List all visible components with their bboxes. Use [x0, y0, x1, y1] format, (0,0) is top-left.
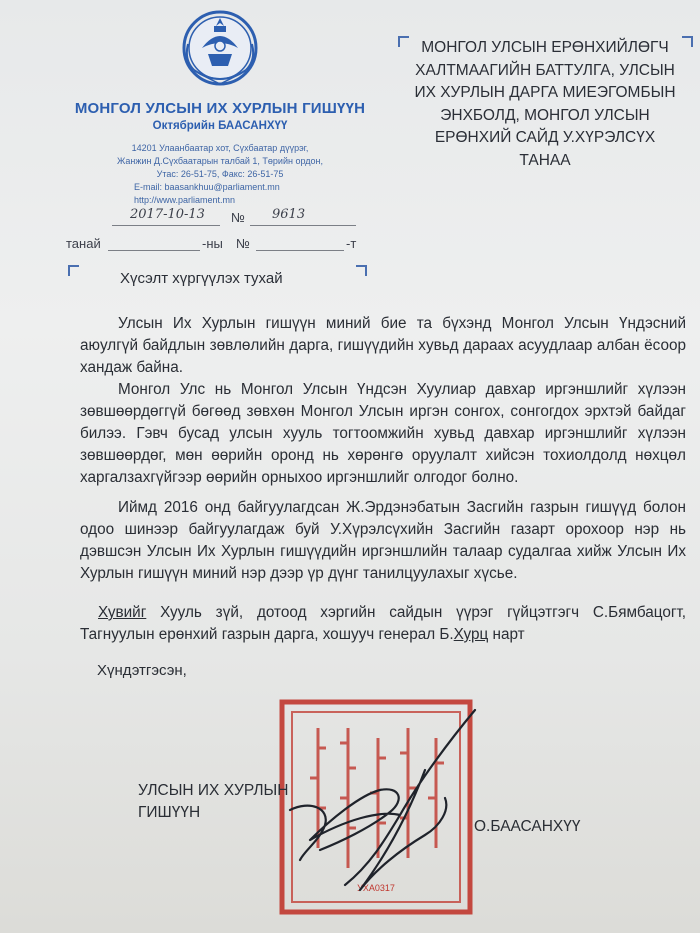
subject-corner-mark — [68, 265, 79, 276]
signatory-title-line: УЛСЫН ИХ ХУРЛЫН — [138, 782, 289, 799]
underlined-word: Хурц — [453, 626, 489, 643]
addressee-line: ТАНАА — [519, 151, 571, 169]
paragraph-text: Хууль зүй, дотоод хэргийн сайдын үүрэг гүйцэтгэгч С.Бямбацогт, Тагнуулын ерөнхий газрын дарга, хошууч генерал Б. — [80, 604, 686, 643]
letterhead-organization: МОНГОЛ УЛСЫН ИХ ХУРЛЫН ГИШҮҮН — [74, 100, 366, 117]
subject-corner-mark — [356, 265, 367, 276]
addressee-line: ЭНХБОЛД, МОНГОЛ УЛСЫН — [440, 106, 650, 124]
body-paragraph-4 — [80, 602, 686, 646]
reference-of-label: -ны — [202, 236, 223, 251]
stamp-code: УХА0317 — [357, 883, 395, 893]
subject-line: Хүсэлт хүргүүлэх тухай — [120, 270, 283, 287]
body-paragraph-1: Улсын Их Хурлын гишүүн миний бие та бүхэнд Монгол Улсын Үндэсний аюулгүй байдлын зөвлөлийн дарга, гишүүдийн хувьд дараах асуудлаар албан ёсоор хандаж байна. — [80, 315, 686, 376]
reference-date-line — [108, 250, 200, 251]
reference-number-line — [256, 250, 344, 251]
number-underline — [250, 225, 356, 226]
addressee-line: ИХ ХУРЛЫН ДАРГА МИЕЭГОМБЫН — [414, 84, 676, 101]
letterhead-address-line: Жанжин Д.Сүхбаатарын талбай 1, Төрийн ордон, — [117, 156, 323, 166]
body-paragraph-2: Монгол Улс нь Монгол Улсын Үндсэн Хуулиар давхар иргэншлийг хүлээн зөвшөөрдөггүй бөгөөд зөвхөн Монгол Улсын иргэн сонгох, сонгогдох эрхтэй байдаг билээ. Гэвч бусад улсын хууль тогтоомжийн хувьд давхар иргэншлийг хүлээн зөвшөөрдөг, мөн өөрийн оронд нь хөрөнгө оруулалт хийсэн тохиолдолд нөхцөл харгалзахгүйгээр өөрийн орныхоо иргэншлийг олгодог болно. — [80, 381, 686, 486]
date-underline — [112, 225, 220, 226]
letterhead-address-line: 14201 Улаанбаатар хот, Сүхбаатар дүүрэг, — [131, 143, 309, 153]
underlined-word: Хувийг — [98, 604, 147, 621]
letter-number: 9613 — [272, 207, 306, 222]
signatory-name: О.БААСАНХҮҮ — [474, 818, 581, 835]
addressee-line: ХАЛТМААГИЙН БАТТУЛГА, УЛСЫН — [415, 61, 675, 79]
reference-no-label: № — [236, 236, 250, 251]
paragraph-text: нарт — [488, 626, 525, 643]
addressee-corner-mark — [398, 36, 409, 47]
closing-salutation: Хүндэтгэсэн, — [97, 662, 187, 679]
number-label: № — [231, 210, 245, 225]
state-emblem-icon — [180, 4, 260, 98]
letterhead-email: E-mail: baasankhuu@parliament.mn — [134, 182, 280, 192]
signatory-title-line: ГИШҮҮН — [138, 804, 201, 821]
letter-date: 2017-10-13 — [130, 207, 205, 222]
letterhead-member-name: Октябрийн БААСАНХҮҮ — [152, 120, 288, 132]
addressee-line: МОНГОЛ УЛСЫН ЕРӨНХИЙЛӨГЧ — [421, 39, 669, 56]
addressee-line: ЕРӨНХИЙ САЙД У.ХҮРЭЛСҮХ — [434, 129, 656, 146]
addressee-block — [410, 37, 680, 172]
reference-yours-label: танай — [66, 236, 101, 251]
addressee-corner-mark — [682, 36, 693, 47]
handwritten-signature — [250, 700, 500, 900]
reference-suffix: -т — [346, 236, 357, 251]
letterhead-website: http://www.parliament.mn — [134, 195, 236, 205]
body-paragraph-3: Иймд 2016 онд байгуулагдсан Ж.Эрдэнэбатын Засгийн газрын гишүүд болон одоо шинээр байгуулагдаж буй У.Хүрэлсүхийн Засгийн газарт орохоор нэр нь дэвшсэн Улсын Их Хурлын гишүүдийн иргэншлийн талаар судалгаа хийж Улсын Их Хурлын гишүүн миний нэр дээр үр дүнг танилцуулахыг хүсье. — [80, 499, 686, 582]
letterhead-address-line: Утас: 26-51-75, Факс: 26-51-75 — [156, 169, 284, 179]
